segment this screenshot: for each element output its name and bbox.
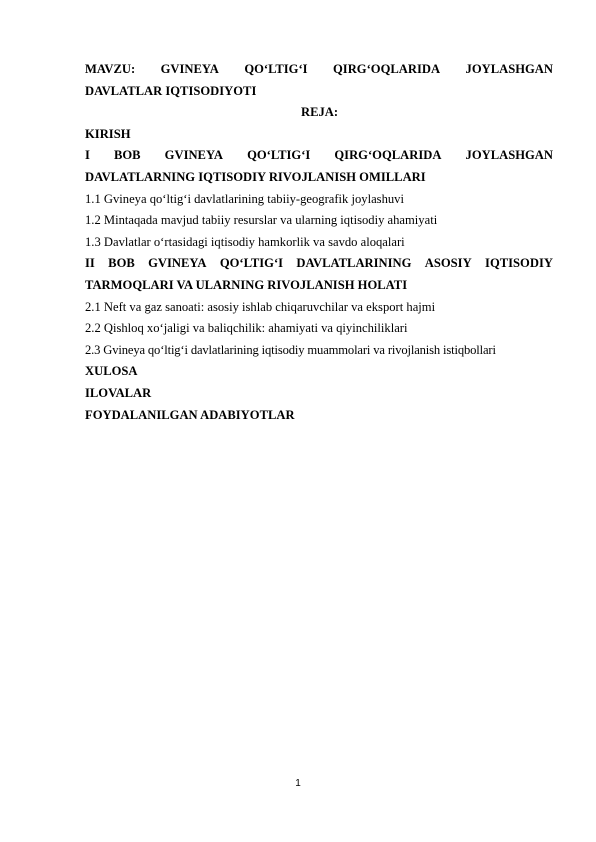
chapter-word: II bbox=[85, 256, 95, 271]
chapter-word: DAVLATLARINING bbox=[296, 256, 412, 271]
chapter-word: BOB bbox=[113, 148, 141, 163]
toc-intro: KIRISH bbox=[85, 126, 131, 141]
toc-references: FOYDALANILGAN ADABIYOTLAR bbox=[85, 407, 295, 422]
topic-title-line-1 bbox=[85, 59, 553, 81]
chapter-word: QO‘LTIG‘I bbox=[219, 256, 284, 271]
page-content bbox=[85, 59, 553, 426]
toc-section-2-3: 2.3 Gvineya qo‘ltig‘i davlatlarining iqtisodiy muammolari va rivojlanish istiqbollari bbox=[85, 342, 496, 357]
toc-conclusion: XULOSA bbox=[85, 364, 138, 379]
toc-section-1-3: 1.3 Davlatlar o‘rtasidagi iqtisodiy hamkorlik va savdo aloqalari bbox=[85, 234, 405, 249]
chapter-word: BOB bbox=[108, 256, 135, 271]
plan-heading: REJA: bbox=[301, 105, 339, 120]
toc-appendices: ILOVALAR bbox=[85, 385, 152, 400]
topic-title-line-2: DAVLATLAR IQTISODIYOTI bbox=[85, 83, 257, 98]
title-word: QO‘LTIG‘I bbox=[244, 62, 308, 76]
toc-chapter-1-line-2: DAVLATLARNING IQTISODIY RIVOJLANISH OMILLARI bbox=[85, 169, 426, 184]
chapter-word: ASOSIY bbox=[424, 256, 472, 271]
toc-section-1-1: 1.1 Gvineya qo‘ltig‘i davlatlarining tabiiy-geografik joylashuvi bbox=[85, 191, 404, 206]
chapter-word: IQTISODIY bbox=[485, 256, 553, 271]
chapter-word: I bbox=[85, 148, 90, 163]
title-word: QIRG‘OQLARIDA bbox=[333, 62, 441, 76]
title-word: JOYLASHGAN bbox=[465, 62, 553, 76]
chapter-word: QIRG‘OQLARIDA bbox=[334, 148, 442, 163]
chapter-word: GVINEYA bbox=[148, 256, 207, 271]
toc-chapter-2-line-2: TARMOQLARI VA ULARNING RIVOJLANISH HOLATI bbox=[85, 277, 408, 292]
chapter-word: GVINEYA bbox=[164, 148, 223, 163]
chapter-word: JOYLASHGAN bbox=[465, 148, 553, 163]
title-word: MAVZU: bbox=[85, 62, 136, 76]
toc-section-2-1: 2.1 Neft va gaz sanoati: asosiy ishlab chiqaruvchilar va eksport hajmi bbox=[85, 299, 436, 314]
toc-chapter-2-line-1 bbox=[85, 253, 553, 275]
chapter-word: QO‘LTIG‘I bbox=[247, 148, 311, 163]
title-word: GVINEYA bbox=[160, 62, 219, 76]
toc-section-1-2: 1.2 Mintaqada mavjud tabiiy resurslar va ularning iqtisodiy ahamiyati bbox=[85, 213, 438, 228]
page-number: 1 bbox=[295, 778, 301, 789]
toc-section-2-2: 2.2 Qishloq xo‘jaligi va baliqchilik: ahamiyati va qiyinchiliklari bbox=[85, 321, 408, 336]
toc-chapter-1-line-1 bbox=[85, 145, 553, 167]
